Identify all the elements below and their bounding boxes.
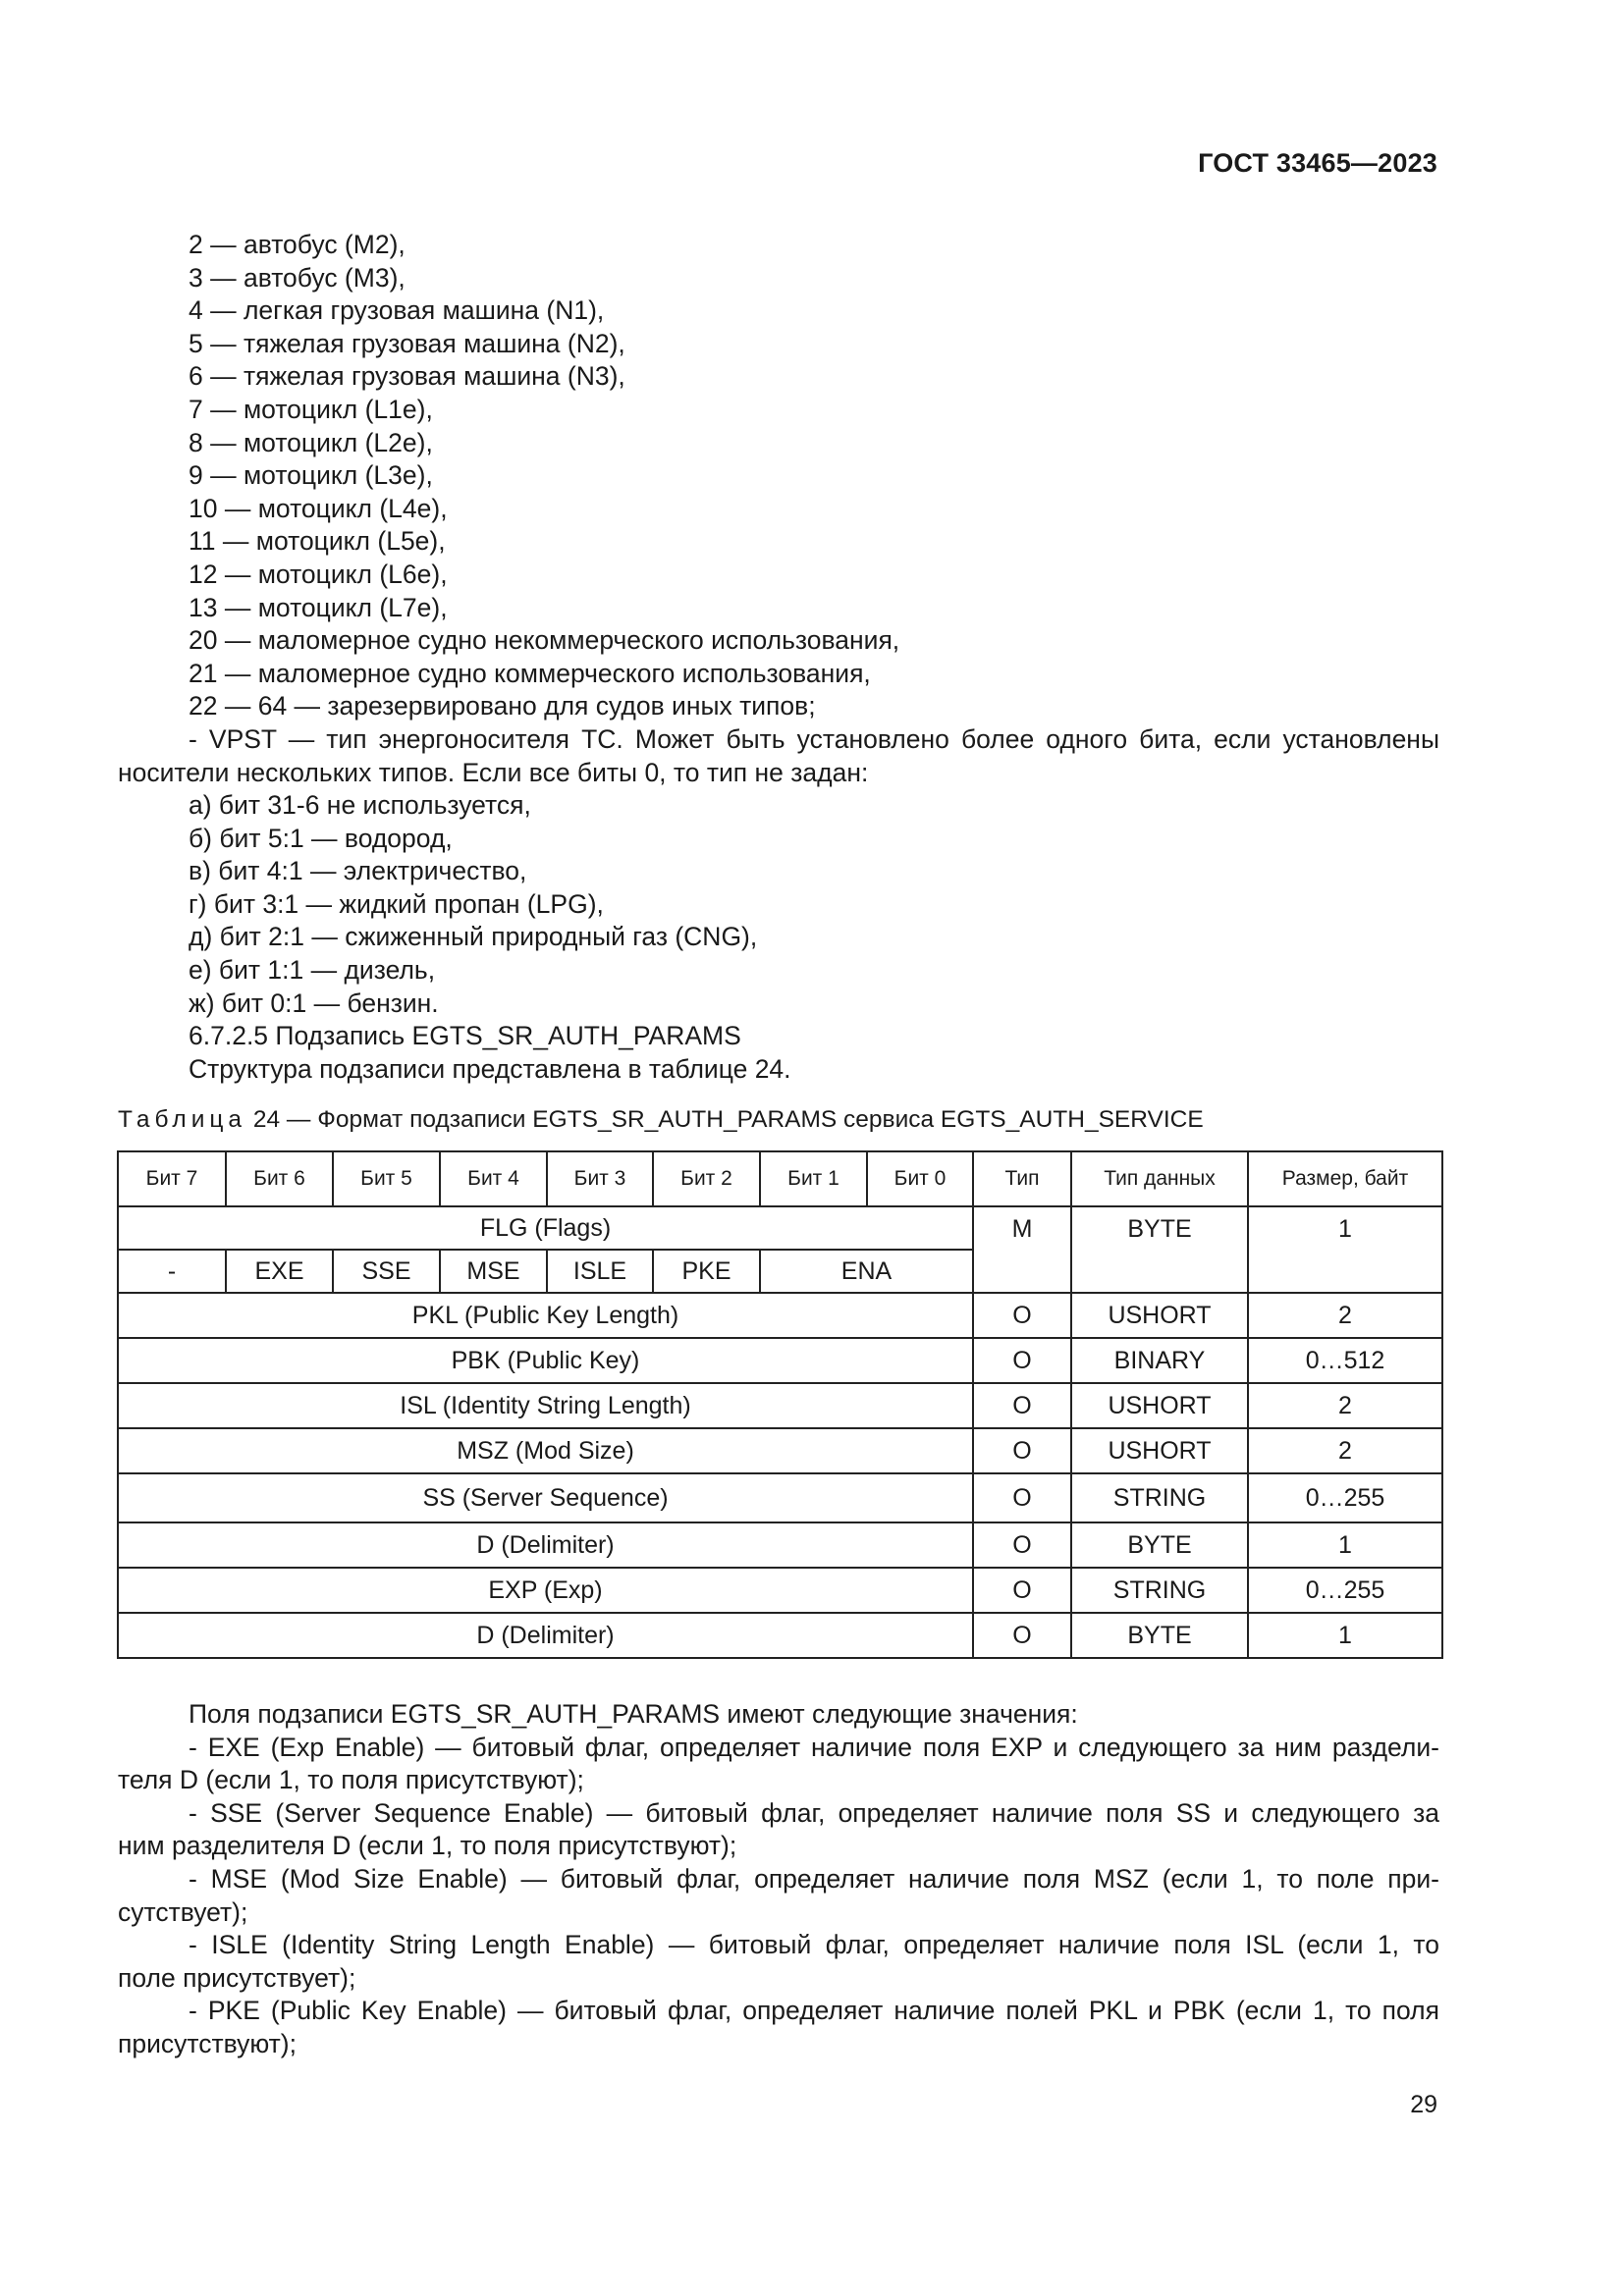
text-line: Структура подзаписи представлена в таблице 24. (189, 1053, 791, 1084)
data-type-cell: BINARY (1071, 1338, 1248, 1383)
header-cell: Бит 1 (760, 1151, 867, 1206)
size-cell: 0…512 (1248, 1338, 1442, 1383)
text-line: - VPST — тип энергоносителя ТС. Может быть установлено более одного бита, если установлены (189, 723, 1439, 754)
text-line: 7 — мотоцикл (L1e), (189, 394, 433, 424)
size-cell: 1 (1248, 1613, 1442, 1658)
flag-bit-cell: SSE (333, 1250, 440, 1293)
data-type-cell: USHORT (1071, 1383, 1248, 1428)
header-cell: Тип данных (1071, 1151, 1248, 1206)
table-caption (118, 1106, 1204, 1134)
flag-bit-cell: ISLE (547, 1250, 653, 1293)
data-type-cell: USHORT (1071, 1428, 1248, 1473)
field-name-cell: SS (Server Sequence) (118, 1473, 973, 1522)
text-line: в) бит 4:1 — электричество, (189, 856, 527, 886)
flag-bit-cell: - (118, 1250, 226, 1293)
header-cell: Бит 3 (547, 1151, 653, 1206)
top-text-block (118, 229, 1439, 1086)
flag-bit-cell: ENA (760, 1250, 973, 1293)
flag-bit-cell: EXE (226, 1250, 333, 1293)
text-line: 11 — мотоцикл (L5e), (189, 526, 446, 557)
header-cell: Бит 5 (333, 1151, 440, 1206)
header-cell: Бит 6 (226, 1151, 333, 1206)
text-line: а) бит 31-6 не используется, (189, 790, 531, 821)
type-cell: O (973, 1428, 1071, 1473)
field-name-cell: MSZ (Mod Size) (118, 1428, 973, 1473)
header-cell: Бит 2 (653, 1151, 760, 1206)
text-line: - ISLE (Identity String Length Enable) — битовый флаг, определяет наличие поля ISL (если 1, то (189, 1930, 1439, 1960)
text-line: 20 — маломерное судно некоммерческого использования, (189, 625, 900, 656)
text-line: д) бит 2:1 — сжиженный природный газ (CNG), (189, 922, 758, 952)
field-name-cell: ISL (Identity String Length) (118, 1383, 973, 1428)
flag-bit-cell: MSE (440, 1250, 547, 1293)
header-cell: Бит 7 (118, 1151, 226, 1206)
document-header: ГОСТ 33465—2023 (1198, 148, 1437, 178)
text-line: присутствуют); (118, 2028, 297, 2058)
type-cell: O (973, 1522, 1071, 1568)
data-type-cell: BYTE (1071, 1613, 1248, 1658)
table-row (118, 1473, 1442, 1522)
bottom-text-block (118, 1698, 1439, 2061)
type-cell: O (973, 1613, 1071, 1658)
text-line: е) бит 1:1 — дизель, (189, 955, 436, 986)
text-line: 2 — автобус (М2), (189, 230, 406, 259)
header-cell: Бит 0 (867, 1151, 973, 1206)
size-cell: 1 (1248, 1522, 1442, 1568)
size-cell: 2 (1248, 1293, 1442, 1338)
data-type-cell: BYTE (1071, 1206, 1248, 1293)
type-cell: O (973, 1473, 1071, 1522)
data-type-cell: USHORT (1071, 1293, 1248, 1338)
format-table (117, 1150, 1443, 1659)
table-row (118, 1293, 1442, 1338)
text-line: 5 — тяжелая грузовая машина (N2), (189, 328, 625, 358)
text-line: сутствует); (118, 1896, 248, 1927)
field-name-cell: EXP (Exp) (118, 1568, 973, 1613)
text-line: носители нескольких типов. Если все биты 0, то тип не задан: (118, 757, 869, 787)
field-name-cell: PBK (Public Key) (118, 1338, 973, 1383)
text-line: 10 — мотоцикл (L4e), (189, 493, 448, 523)
data-type-cell: STRING (1071, 1568, 1248, 1613)
size-cell: 2 (1248, 1383, 1442, 1428)
type-cell: O (973, 1383, 1071, 1428)
type-cell: M (973, 1206, 1071, 1293)
text-line: 21 — маломерное судно коммерческого использования, (189, 658, 871, 688)
text-line: - EXE (Exp Enable) — битовый флаг, определяет наличие поля EXP и следующего за ним раздели- (189, 1732, 1439, 1762)
type-cell: O (973, 1293, 1071, 1338)
text-line: ним разделителя D (если 1, то поля присутствуют); (118, 1831, 737, 1861)
table-row (118, 1522, 1442, 1568)
header-cell: Бит 4 (440, 1151, 547, 1206)
header-cell: Тип (973, 1151, 1071, 1206)
text-line: - PKE (Public Key Enable) — битовый флаг, определяет наличие полей PKL и PBK (если 1, то поля (189, 1996, 1439, 2026)
text-line: 3 — автобус (М3), (189, 262, 406, 293)
text-line: 22 — 64 — зарезервировано для судов иных типов; (189, 691, 816, 721)
data-type-cell: STRING (1071, 1473, 1248, 1522)
text-line: теля D (если 1, то поля присутствуют); (118, 1765, 584, 1795)
table-row-flg (118, 1206, 1442, 1250)
text-line: - MSE (Mod Size Enable) — битовый флаг, определяет наличие поля MSZ (если 1, то поле при- (189, 1863, 1439, 1894)
text-line: 13 — мотоцикл (L7e), (189, 592, 448, 622)
type-cell: O (973, 1568, 1071, 1613)
size-cell: 2 (1248, 1428, 1442, 1473)
text-line: 9 — мотоцикл (L3e), (189, 460, 433, 491)
text-line: - SSE (Server Sequence Enable) — битовый флаг, определяет наличие поля SS и следующего за (189, 1797, 1439, 1828)
field-name-cell: FLG (Flags) (118, 1206, 973, 1250)
data-type-cell: BYTE (1071, 1522, 1248, 1568)
flag-bit-cell: PKE (653, 1250, 760, 1293)
table-row (118, 1613, 1442, 1658)
table-row (118, 1383, 1442, 1428)
table-row (118, 1338, 1442, 1383)
text-line: поле присутствует); (118, 1962, 356, 1993)
text-line: б) бит 5:1 — водород, (189, 823, 453, 853)
size-cell: 0…255 (1248, 1473, 1442, 1522)
text-line: 12 — мотоцикл (L6e), (189, 559, 448, 589)
table-row (118, 1568, 1442, 1613)
size-cell: 1 (1248, 1206, 1442, 1293)
table-caption-label: Таблица (118, 1106, 247, 1133)
table-header-row (118, 1151, 1442, 1206)
table-row (118, 1428, 1442, 1473)
text-line: 4 — легкая грузовая машина (N1), (189, 295, 605, 326)
field-name-cell: PKL (Public Key Length) (118, 1293, 973, 1338)
field-name-cell: D (Delimiter) (118, 1613, 973, 1658)
text-line: 6 — тяжелая грузовая машина (N3), (189, 361, 625, 392)
table-caption-text: 24 — Формат подзаписи EGTS_SR_AUTH_PARAMS сервиса EGTS_AUTH_SERVICE (252, 1106, 1204, 1133)
field-name-cell: D (Delimiter) (118, 1522, 973, 1568)
type-cell: O (973, 1338, 1071, 1383)
section-heading: 6.7.2.5 Подзапись EGTS_SR_AUTH_PARAMS (189, 1021, 741, 1051)
text-line: 8 — мотоцикл (L2e), (189, 427, 433, 457)
page-number: 29 (1410, 2091, 1437, 2118)
text-line: Поля подзаписи EGTS_SR_AUTH_PARAMS имеют следующие значения: (189, 1699, 1078, 1729)
size-cell: 0…255 (1248, 1568, 1442, 1613)
text-line: ж) бит 0:1 — бензин. (189, 988, 439, 1018)
header-cell: Размер, байт (1248, 1151, 1442, 1206)
text-line: г) бит 3:1 — жидкий пропан (LPG), (189, 888, 604, 919)
